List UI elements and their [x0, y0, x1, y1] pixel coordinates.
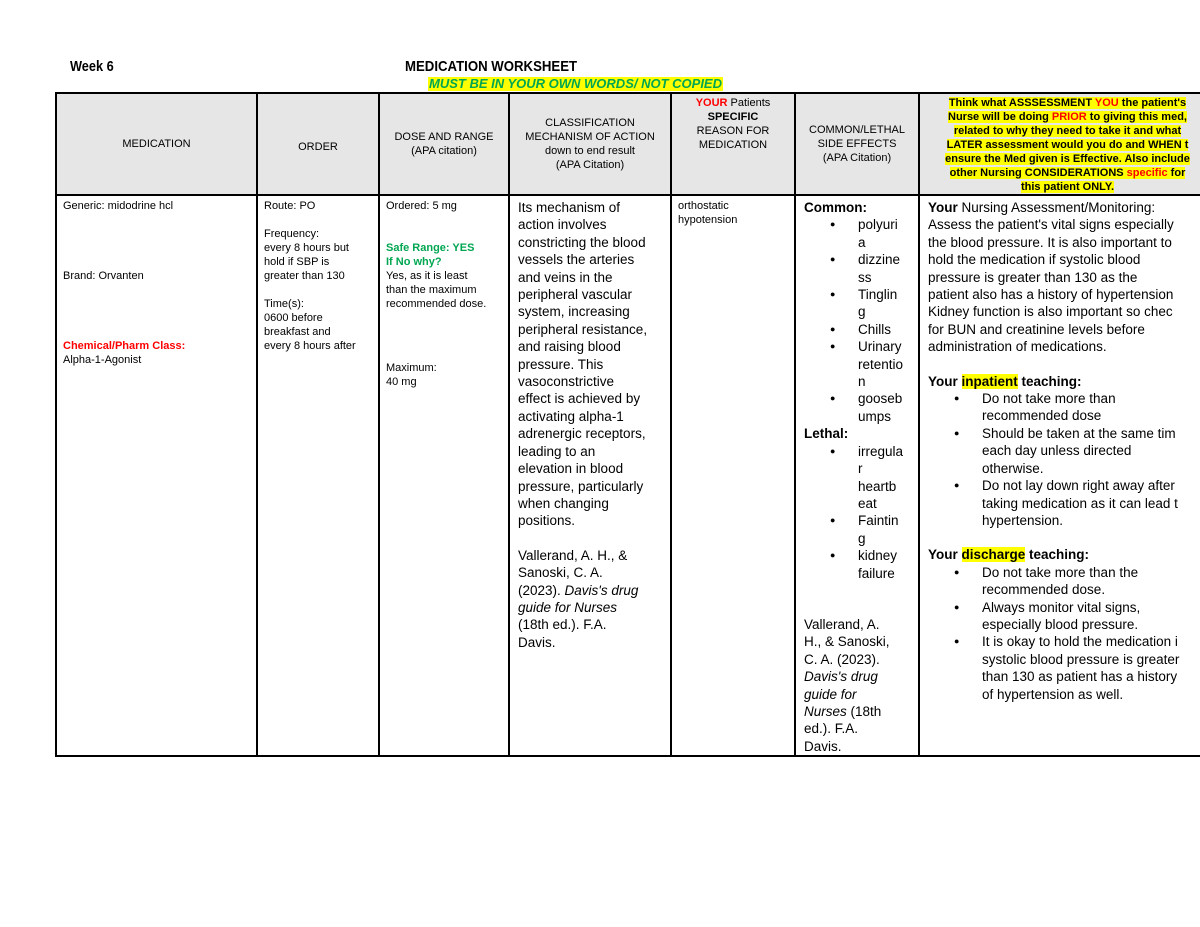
dose-reason-line1: Yes, as it is least	[386, 270, 468, 282]
mechanism-line: constricting the blood	[518, 234, 646, 250]
header-reason-patients: Patients	[727, 97, 771, 109]
effect-text: eat	[858, 495, 877, 511]
generic-name: Generic: midodrine hcl	[63, 200, 174, 212]
effects-citation-line2: H., & Sanoski,	[804, 634, 890, 650]
teaching-text: hypertension.	[982, 512, 1064, 528]
effects-citation-line3: C. A. (2023).	[804, 651, 880, 667]
inpatient-your: Your	[928, 373, 962, 389]
mechanism-citation-line4: guide for Nurses	[518, 599, 618, 615]
week-label: Week 6	[70, 58, 114, 75]
list-item	[928, 564, 1200, 599]
header-class-line2: MECHANISM OF ACTION	[525, 131, 655, 143]
dose-if-no: If No why?	[386, 256, 442, 268]
effects-citation-line6	[804, 703, 916, 720]
teaching-text: ● Should be taken at the same tim	[982, 425, 1176, 441]
effect-text: failure	[858, 565, 895, 581]
effect-text: umps	[858, 408, 892, 424]
teaching-text: recommended dose	[982, 408, 1102, 424]
effect-text: ● Faintin	[858, 513, 899, 529]
list-item	[804, 286, 916, 321]
header-assess-3: related to why they need to take it and what	[953, 125, 1182, 137]
mechanism-line: vessels the arteries	[518, 252, 635, 268]
list-item	[804, 547, 916, 582]
mechanism-line: and veins in the	[518, 269, 613, 285]
medication-row	[56, 195, 1200, 756]
mechanism-line: vasoconstrictive	[518, 374, 615, 390]
dose-safe-range: Safe Range: YES	[386, 242, 475, 254]
mechanism-line: activating alpha-1	[518, 408, 624, 424]
effects-citation-line5: guide for	[804, 686, 857, 702]
assessment-line: the blood pressure. It is also important to	[928, 234, 1172, 250]
effect-text: ● polyuri	[858, 217, 898, 233]
dose-maximum-label: Maximum:	[386, 362, 437, 374]
assessment-line: hold the medication if systolic blood	[928, 252, 1141, 268]
order-freq-line1: every 8 hours but	[264, 242, 349, 254]
teaching-text: otherwise.	[982, 460, 1044, 476]
effects-citation-line1: Vallerand, A.	[804, 616, 880, 632]
header-effects-line3: (APA Citation)	[822, 152, 892, 164]
header-dose-line1: DOSE AND RANGE	[394, 131, 494, 143]
header-assess-5: ensure the Med given is Effective. Also include	[945, 153, 1190, 165]
header-assess-6c: for	[1167, 167, 1186, 179]
list-item	[928, 425, 1200, 477]
order-freq-line2: hold if SBP is	[264, 256, 330, 268]
teaching-text: ● Always monitor vital signs,	[982, 599, 1141, 615]
mechanism-citation-title: Davis's drug	[564, 582, 639, 598]
order-time-line1: 0600 before	[264, 312, 323, 324]
list-item	[804, 443, 916, 513]
header-assess-1b: YOU	[1094, 97, 1119, 109]
header-assess-line4	[920, 138, 1200, 152]
teaching-text: ● Do not take more than	[982, 391, 1116, 407]
header-class-line3: down to end result	[545, 145, 635, 157]
list-item	[804, 512, 916, 547]
header-class-line4: (APA Citation)	[555, 159, 625, 171]
header-assess-line5	[920, 152, 1200, 166]
brand-name: Brand: Orvanten	[63, 270, 144, 282]
worksheet-subtitle: MUST BE IN YOUR OWN WORDS/ NOT COPIED	[429, 76, 722, 91]
header-assess-2b: PRIOR	[1051, 111, 1087, 123]
order-frequency-label: Frequency:	[264, 228, 320, 240]
mechanism-cell	[509, 195, 671, 756]
header-assess-line7	[920, 180, 1200, 194]
effect-text: ● dizzine	[858, 252, 901, 268]
discharge-teaching-list	[928, 564, 1200, 703]
teaching-text: taking medication as it can lead t	[982, 495, 1178, 511]
list-item	[928, 390, 1200, 425]
assessment-line: for BUN and creatinine levels before	[928, 321, 1145, 337]
header-reason-line2: SPECIFIC	[707, 111, 759, 123]
teaching-text: of hypertension as well.	[982, 686, 1124, 702]
discharge-word: discharge	[961, 547, 1026, 563]
dose-cell	[379, 195, 509, 756]
order-cell	[257, 195, 379, 756]
teaching-text: than 130 as patient has a history	[982, 669, 1178, 685]
assessment-line: patient also has a history of hypertension	[928, 287, 1174, 303]
order-freq-line3: greater than 130	[264, 270, 345, 282]
teaching-text: systolic blood pressure is greater	[982, 651, 1180, 667]
header-assess-6b: specific	[1126, 167, 1168, 179]
list-item	[804, 216, 916, 251]
effects-citation-line4: Davis's drug	[804, 669, 878, 685]
header-side-effects	[795, 93, 919, 195]
mechanism-line: pressure, particularly	[518, 478, 644, 494]
mechanism-line: peripheral resistance,	[518, 321, 648, 337]
order-time-line2: breakfast and	[264, 326, 331, 338]
mechanism-line: effect is achieved by	[518, 391, 641, 407]
effect-text: r	[858, 461, 863, 477]
dose-ordered: Ordered: 5 mg	[386, 200, 457, 212]
assessment-monitor-label: Nursing Assessment/Monitoring:	[957, 200, 1156, 215]
teaching-text: especially blood pressure.	[982, 616, 1139, 632]
effects-citation-edition: (18th	[846, 703, 882, 719]
order-route: Route: PO	[264, 200, 316, 212]
mechanism-line: Its mechanism of	[518, 200, 621, 215]
header-assess-line6	[920, 166, 1200, 180]
effect-text: ● Tinglin	[858, 287, 898, 303]
header-assess-2a: Nurse will be doing	[948, 111, 1052, 123]
discharge-heading	[928, 546, 1200, 563]
list-item	[804, 321, 916, 338]
mechanism-line: pressure. This	[518, 356, 604, 372]
assessment-heading	[928, 199, 1200, 216]
header-classification	[509, 93, 671, 195]
mechanism-line: system, increasing	[518, 304, 630, 320]
header-assess-4: LATER assessment would you do and WHEN t	[946, 139, 1189, 151]
effect-text: retentio	[858, 356, 904, 372]
header-effects-line2: SIDE EFFECTS	[817, 138, 897, 150]
reason-cell	[671, 195, 795, 756]
reason-line2: hypotension	[678, 214, 738, 226]
teaching-text: ● Do not take more than the	[982, 564, 1139, 580]
header-assess-1a: Think what ASSSESSMENT	[948, 97, 1095, 109]
side-effects-cell	[795, 195, 919, 756]
pharm-class-value: Alpha-1-Agonist	[63, 354, 142, 366]
header-reason-line3: REASON FOR	[696, 125, 770, 137]
dose-reason-line3: recommended dose.	[386, 298, 487, 310]
header-dose	[379, 93, 509, 195]
lethal-effects-list	[804, 443, 916, 582]
mechanism-line: adrenergic receptors,	[518, 426, 646, 442]
header-assessment	[919, 93, 1200, 195]
header-assess-7: this patient ONLY.	[1020, 181, 1115, 193]
effect-text: ● Urinary	[858, 339, 902, 355]
header-order	[257, 93, 379, 195]
inpatient-rest: teaching:	[1017, 373, 1082, 389]
header-assess-line2	[920, 110, 1200, 124]
mechanism-line: leading to an	[518, 443, 596, 459]
header-reason-line1	[672, 96, 794, 110]
medication-cell	[56, 195, 257, 756]
header-reason	[671, 93, 795, 195]
mechanism-citation-line3	[518, 582, 664, 599]
list-item	[804, 390, 916, 425]
list-item	[928, 599, 1200, 634]
effects-citation-line7: ed.). F.A.	[804, 721, 859, 737]
header-order-label: ORDER	[298, 141, 338, 153]
header-assess-line3	[920, 124, 1200, 138]
effects-citation-line8: Davis.	[804, 738, 842, 754]
effect-text: g	[858, 530, 866, 546]
effect-text: a	[858, 234, 866, 250]
assessment-cell	[919, 195, 1200, 756]
discharge-your: Your	[928, 547, 962, 563]
common-effects-list	[804, 216, 916, 425]
inpatient-word: inpatient	[961, 373, 1018, 389]
header-assess-1c: the patient's	[1118, 97, 1187, 109]
list-item	[804, 338, 916, 390]
header-assess-2c: to giving this med,	[1086, 111, 1187, 123]
mechanism-line: when changing	[518, 495, 609, 511]
mechanism-line: peripheral vascular	[518, 287, 633, 303]
assessment-line: administration of medications.	[928, 339, 1107, 355]
mechanism-citation-year: (2023).	[518, 582, 565, 598]
pharm-class-label: Chemical/Pharm Class:	[63, 340, 186, 352]
worksheet-title: MEDICATION WORKSHEET	[405, 58, 578, 75]
teaching-text: recommended dose.	[982, 582, 1106, 598]
header-medication-label: MEDICATION	[122, 138, 191, 150]
inpatient-heading	[928, 373, 1200, 390]
header-class-line1: CLASSIFICATION	[545, 117, 635, 129]
effect-text: ss	[858, 269, 872, 285]
reason-line1: orthostatic	[678, 200, 729, 212]
mechanism-citation-line1: Vallerand, A. H., &	[518, 547, 628, 563]
inpatient-teaching-list	[928, 390, 1200, 529]
effect-text: heartb	[858, 478, 897, 494]
assessment-your: Your	[928, 200, 958, 215]
mechanism-line: action involves	[518, 217, 607, 233]
assessment-line: Assess the patient's vital signs especially	[928, 217, 1174, 233]
header-dose-line2: (APA citation)	[411, 145, 477, 157]
order-time-line3: every 8 hours after	[264, 340, 356, 352]
mechanism-line: and raising blood	[518, 339, 621, 355]
list-item	[928, 477, 1200, 529]
header-row	[56, 93, 1200, 195]
medication-worksheet-table	[55, 92, 1200, 757]
header-assess-line1	[920, 96, 1200, 110]
list-item	[804, 251, 916, 286]
header-effects-line1: COMMON/LETHAL	[809, 124, 905, 136]
effects-citation-nurses: Nurses	[804, 703, 847, 719]
mechanism-citation-line2: Sanoski, C. A.	[518, 565, 603, 581]
assessment-line: Kidney function is also important so chec	[928, 304, 1173, 320]
mechanism-line: positions.	[518, 513, 576, 529]
mechanism-citation-line6: Davis.	[518, 634, 556, 650]
teaching-text: each day unless directed	[982, 443, 1132, 459]
header-reason-line4: MEDICATION	[698, 139, 768, 151]
order-times-label: Time(s):	[264, 298, 304, 310]
header-medication	[56, 93, 257, 195]
dose-reason-line2: than the maximum	[386, 284, 477, 296]
lethal-label: Lethal:	[804, 426, 849, 442]
header-reason-your: YOUR	[695, 97, 728, 109]
assessment-line: pressure is greater than 130 as the	[928, 269, 1138, 285]
effect-text: ● gooseb	[858, 391, 903, 407]
mechanism-line: elevation in blood	[518, 461, 624, 477]
list-item	[928, 633, 1200, 703]
effect-text: g	[858, 304, 866, 320]
teaching-text: ● Do not lay down right away after	[982, 478, 1175, 494]
common-label: Common:	[804, 200, 867, 215]
effect-text: n	[858, 374, 866, 390]
discharge-rest: teaching:	[1025, 547, 1090, 563]
mechanism-citation-line5: (18th ed.). F.A.	[518, 617, 607, 633]
effect-text: ● irregula	[858, 443, 904, 459]
effect-text: ● kidney	[858, 548, 898, 564]
dose-maximum-value: 40 mg	[386, 376, 417, 388]
header-assess-6a: other Nursing CONSIDERATIONS	[949, 167, 1127, 179]
teaching-text: ● It is okay to hold the medication i	[982, 634, 1178, 650]
effect-text: ● Chills	[858, 321, 892, 337]
